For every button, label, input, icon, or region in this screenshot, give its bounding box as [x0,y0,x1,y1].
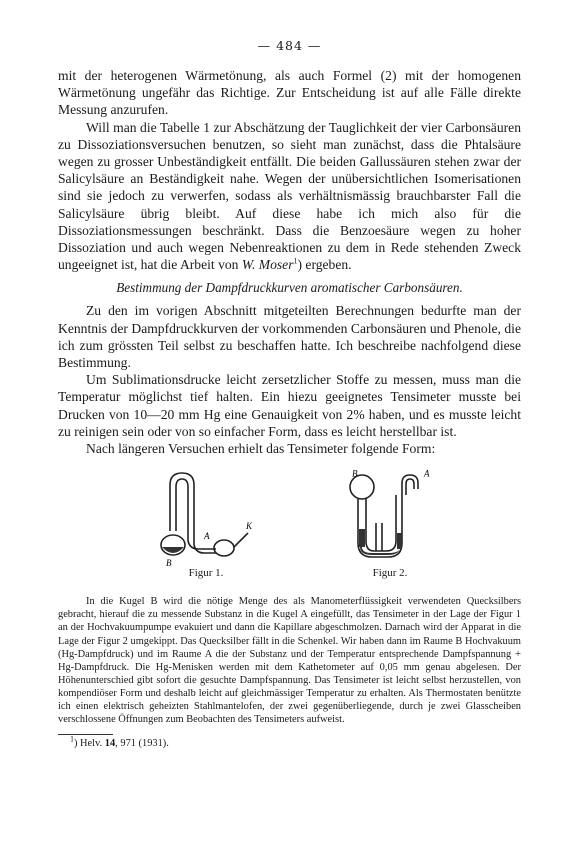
figure-description: In die Kugel B wird die nötige Menge des als Manometerflüssigkeit verwendeten Quecksilbers gebracht, hierauf die zu messende Substanz in die Kugel A eingefüllt, das Tensimeter in der Lage der Figur 1 an der Hochvakuumpumpe evakuiert und dann die Kapillare abgeschmolzen. Darnach wird der Apparat in die Lage der Figur 2 umgekippt. Das Quecksilber fällt in die Schenkel. Wir haben dann im Raume B Hochvakuum (Hg-Dampfdruck) und im Raume A die der Substanz und der Temperatur entsprechende Dampfspannung + Hg-Dampfdruck. Die Hg-Menisken werden mit dem Kathetometer auf 0,05 mm genau abgelesen. Der Höhenunterschied gibt sofort die gesuchte Dampfspannung. Das Tensimeter ist leicht selbst herzustellen, von kompendiöser Form und deshalb leicht auf gleichmässiger Temperatur zu erhalten. Als Thermostaten benützte ich einen elektrisch geheizten Stahlmantelofen, der zwei gegenüberliegende, durch je zwei Glasscheiben verschlossene Öffnungen zum Beobachten des Tensimeters aufweist. [58,596,521,726]
figure-2-label-a: A [424,468,430,479]
page [58,38,521,749]
paragraph-tabelle [58,119,521,274]
paragraph-sublimation: Um Sublimationsdrucke leicht zersetzlicher Stoffe zu messen, muss man die Temperatur möglichst tief halten. Ein hiezu geeignetes Tensimeter musste bei Drucken von 10—20 mm Hg eine Genauigkeit von 2% haben, und es musste leicht zu reinigen sein oder von so einfacher Form, dass es leicht herstellbar ist. [58,372,521,439]
figure-1-label-b: B [166,558,172,568]
paragraph-tabelle-text: Will man die Tabelle 1 zur Abschätzung der Tauglichkeit der vier Carbonsäuren zu Dissoziationsversuchen benutzen, so sieht man zunächst, dass die Phtalsäure wegen zu grosser Unbeständigkeit entfällt. Die beiden Gallussäuren stehen zwar der Salicylsäure an Beständigkeit nahe. Wegen der unübersichtlichen Isomerisationen sind sie jedoch zu verwerfen, sodass als verhältnismässig brauchbarster Fall die Salicylsäure übrig bleibt. Auf diese habe ich mich also für die Dissoziationsmessungen beschränkt. Dass die Benzoesäure wegen zu hoher Dissoziation und auch wegen Nebenreaktionen zu dem in Rede stehenden Zweck ungeeignet ist, hat die Arbeit von [58,119,521,273]
reference-moser: W. Moser [241,257,294,273]
figure-1-label-a: A [204,531,210,542]
figure-1-label-k: K [246,521,253,532]
figure-2-caption: Figur 2. [372,567,408,580]
paragraph-tabelle-end: ) ergeben. [297,257,352,273]
figure-1 [146,467,266,579]
figure-1-caption: Figur 1. [188,567,224,580]
paragraph-continued: mit der heterogenen Wärmetönung, als auch Formel (2) mit der homogenen Wärmetönung ungefähr das Richtige. Zur Entscheidung ist auf alle Fälle direkte Messung anzurufen. [58,68,521,118]
figure-2-label-b: B [352,468,358,479]
footnote-text-after: , 971 (1931). [115,738,169,750]
footnote-text-before: ) Helv. [74,738,105,750]
paragraph-berechnungen: Zu den im vorigen Abschnitt mitgeteilten Berechnungen bedurfte man der Kenntnis der Dampfdruckkurven der vorkommenden Carbonsäuren und Phenole, die ich zum grössten Teil selbst zu beschaffen hatte. Ich beschreibe nachfolgend diese Bestimmung. [58,303,521,371]
page-number: — 484 — [257,38,322,53]
footnote-marker: 1 [293,256,298,266]
figures [58,467,521,587]
footnote-number: 1 [70,734,74,744]
footnote-volume: 14 [104,738,116,750]
section-heading: Bestimmung der Dampfdruckkurven aromatischer Carbonsäuren. [116,280,463,296]
footnote-divider [58,734,113,735]
tensimeter-figure-2-diagram [340,467,440,567]
paragraph-tensimeter-intro: Nach längeren Versuchen erhielt das Tensimeter folgende Form: [86,441,436,457]
figure-2 [340,467,440,579]
footnote [58,734,521,750]
tensimeter-figure-1-diagram [146,467,266,567]
